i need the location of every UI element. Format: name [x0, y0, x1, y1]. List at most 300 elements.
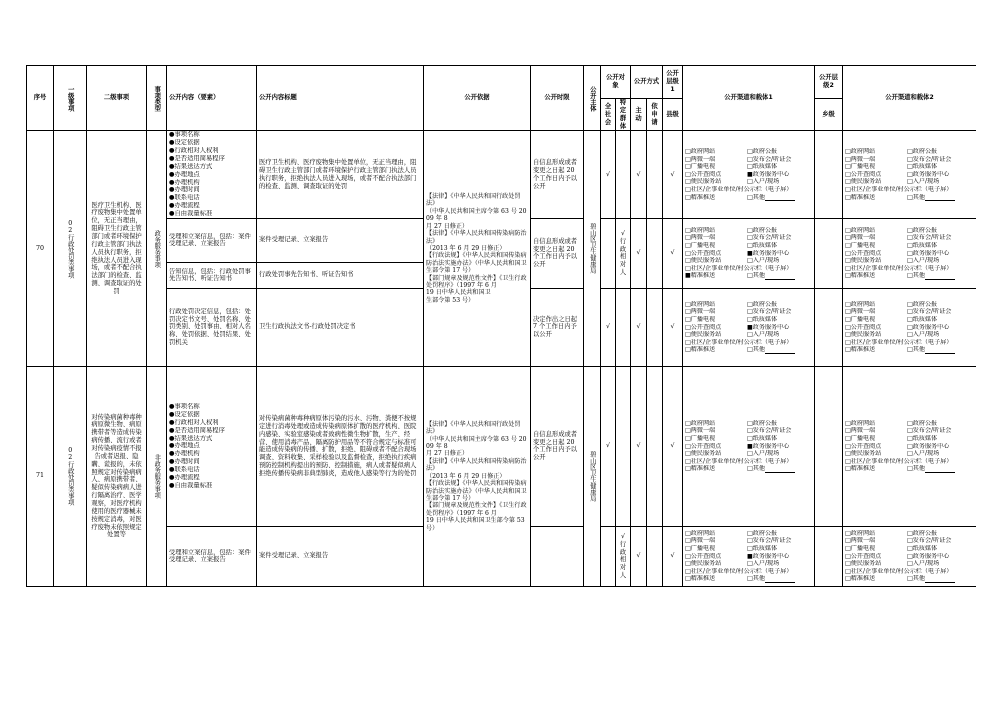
channel-label: 入户/现场 [912, 257, 940, 265]
checkbox-empty-icon: □ [685, 529, 691, 537]
content-text: 设定依据 [174, 139, 200, 147]
channel-label: 公开查阅点 [850, 170, 882, 178]
channel-option-press[interactable] [907, 537, 976, 545]
channel-option-gov_gazette[interactable] [747, 227, 817, 235]
checkbox-empty-icon: □ [907, 272, 913, 280]
channel-label: 发布会/听证会 [752, 308, 792, 316]
channel-label: 政务服务中心 [752, 442, 790, 450]
channel-option-broadcast[interactable] [845, 163, 905, 171]
channel-option-paper[interactable] [907, 163, 976, 171]
checkbox-empty-icon: □ [747, 163, 753, 171]
header-target-all: 全社会 [601, 99, 616, 131]
channel-option-broadcast[interactable] [845, 545, 905, 553]
channel-option-community[interactable] [685, 339, 817, 347]
channel-option-other[interactable] [747, 575, 817, 583]
content-text: 办理机构 [174, 450, 200, 458]
channel-label: 纸质媒体 [912, 241, 938, 249]
channel-option-broadcast[interactable] [685, 545, 745, 553]
basis-line: 【法律】《中华人民共和国行政处罚法》 [426, 420, 521, 436]
channel-option-door[interactable] [747, 178, 817, 186]
channel-option-other[interactable] [907, 465, 976, 473]
checkbox-empty-icon: □ [907, 178, 913, 186]
channel-option-convenience[interactable] [685, 450, 745, 458]
channel-option-gov_site[interactable] [685, 148, 745, 156]
channel-option-gov_site[interactable] [845, 301, 905, 309]
channel-option-precise[interactable] [685, 465, 745, 473]
channel-label: 精准推送 [690, 272, 716, 280]
channel-option-bulletin[interactable] [845, 553, 905, 561]
method-active-cell: √ [631, 526, 647, 586]
channel-label: 社区/企事业单位/村公示栏（电子屏） [850, 457, 953, 465]
channel-option-press[interactable] [907, 234, 976, 242]
checkbox-empty-icon: □ [907, 155, 913, 163]
channel-option-bulletin[interactable] [685, 171, 745, 179]
channel-label: 入户/现场 [752, 257, 780, 265]
checkbox-empty-icon: □ [685, 226, 691, 234]
checkbox-empty-icon: □ [685, 331, 691, 339]
channel-option-convenience[interactable] [845, 178, 905, 186]
bullet-icon: ● [169, 170, 175, 178]
channel-option-service_center[interactable] [747, 324, 817, 332]
content-title-cell: 案件受理记录、立案报告 [257, 526, 424, 586]
channel-label: 精准推送 [850, 465, 876, 473]
content-text: 结果送达方式 [174, 434, 213, 442]
channel-list [685, 301, 812, 354]
content-text: 办理流程 [174, 473, 200, 481]
content-cell [167, 526, 257, 586]
channel-option-paper[interactable] [747, 545, 817, 553]
channel-option-convenience[interactable] [845, 560, 905, 568]
channel-label: 公开查阅点 [690, 442, 722, 450]
table-row [27, 366, 977, 526]
channel-option-door[interactable] [747, 257, 817, 265]
channel-option-service_center[interactable] [907, 171, 976, 179]
content-item [169, 147, 254, 155]
channel-option-bulletin[interactable] [685, 250, 745, 258]
channel-label: 公开查阅点 [850, 442, 882, 450]
channel-label: 两微一端 [850, 308, 876, 316]
channel-label: 两微一端 [850, 537, 876, 545]
channel-label: 精准推送 [850, 272, 876, 280]
channel-option-gov_gazette[interactable] [907, 420, 976, 428]
channel-option-broadcast[interactable] [685, 316, 745, 324]
channel-option-two_micro[interactable] [685, 308, 745, 316]
county-cell: √ [663, 218, 683, 288]
content-title-cell: 案件受理记录、立案报告 [257, 218, 424, 262]
checkbox-empty-icon: □ [747, 241, 753, 249]
channel-option-paper[interactable] [907, 545, 976, 553]
channel-option-convenience[interactable] [685, 331, 745, 339]
channel-option-precise[interactable] [685, 272, 745, 280]
checkbox-empty-icon: □ [685, 427, 691, 435]
channel-option-community[interactable] [685, 458, 817, 466]
channel-label: 广播电视 [690, 163, 716, 171]
channel-option-press[interactable] [907, 427, 976, 435]
channel-option-two_micro[interactable] [845, 234, 905, 242]
channel-option-service_center[interactable] [907, 250, 976, 258]
channel-option-gov_gazette[interactable] [907, 227, 976, 235]
checkbox-checked-icon: ■ [747, 442, 753, 450]
channel-option-gov_site[interactable] [685, 301, 745, 309]
checkbox-checked-icon: ■ [747, 249, 753, 257]
channel-option-bulletin[interactable] [845, 171, 905, 179]
basis-line: 月 27 日修正） [426, 450, 469, 458]
channel-option-bulletin[interactable] [685, 443, 745, 451]
channel-option-service_center[interactable] [747, 250, 817, 258]
channel-option-gov_site[interactable] [845, 420, 905, 428]
checkbox-empty-icon: □ [685, 346, 691, 354]
type-cell [147, 131, 167, 366]
channel-list [845, 420, 974, 473]
channel-option-two_micro[interactable] [845, 156, 905, 164]
checkbox-empty-icon: □ [685, 442, 691, 450]
checkbox-empty-icon: □ [845, 226, 851, 234]
channel-label: 精准推送 [690, 346, 716, 354]
channel-option-service_center[interactable] [747, 171, 817, 179]
channel-option-door[interactable] [907, 178, 976, 186]
basis-line: （中华人民共和国主席令第 63 号 2009 年 8 [426, 435, 527, 450]
channel-label: 纸质媒体 [752, 544, 778, 552]
channel-option-gov_gazette[interactable] [907, 301, 976, 309]
channel-option-two_micro[interactable] [685, 156, 745, 164]
channel-option-precise[interactable] [685, 194, 745, 202]
channel-option-convenience[interactable] [685, 257, 745, 265]
checkbox-empty-icon: □ [747, 434, 753, 442]
header-level1: 公开层级1 [663, 66, 683, 99]
channel-option-other[interactable] [747, 272, 817, 280]
checkbox-empty-icon: □ [845, 338, 851, 346]
channel-label: 发布会/听证会 [912, 234, 952, 242]
channel-option-two_micro[interactable] [845, 308, 905, 316]
channel-option-gov_site[interactable] [845, 530, 905, 538]
channel-option-paper[interactable] [747, 435, 817, 443]
channel-option-two_micro[interactable] [845, 427, 905, 435]
method-apply-cell [647, 526, 663, 586]
content-item [169, 233, 254, 249]
channel-list [685, 148, 812, 201]
channel-option-broadcast[interactable] [685, 163, 745, 171]
channel-label: 两微一端 [690, 234, 716, 242]
checkbox-empty-icon: □ [845, 264, 851, 272]
channel-option-convenience[interactable] [845, 450, 905, 458]
channel-option-broadcast[interactable] [685, 435, 745, 443]
channel-option-other[interactable] [747, 465, 817, 473]
checkbox-empty-icon: □ [845, 193, 851, 201]
content-text: 办理地点 [174, 170, 200, 178]
channel-option-gov_site[interactable] [685, 227, 745, 235]
checkbox-empty-icon: □ [747, 529, 753, 537]
content-text: 设定依据 [174, 411, 200, 419]
channel-label: 社区/企事业单位/村公示栏（电子屏） [690, 264, 793, 272]
content-cell [167, 262, 257, 288]
channel-option-press[interactable] [747, 308, 817, 316]
checkbox-empty-icon: □ [907, 442, 913, 450]
channel-option-convenience[interactable] [685, 560, 745, 568]
basis-line: 【行政法规】《中华人民共和国传染病防治法实施办法》（中华人民共和国卫生部令第 17 号） [426, 480, 527, 502]
channel-label: 发布会/听证会 [912, 537, 952, 545]
checkbox-empty-icon: □ [845, 434, 851, 442]
channel-label: 便民服务站 [690, 178, 722, 186]
channel-label: 政府网站 [690, 419, 716, 427]
channel-option-gov_gazette[interactable] [907, 530, 976, 538]
channel-label: 政务服务中心 [912, 323, 950, 331]
channel-option-gov_gazette[interactable] [747, 530, 817, 538]
channel-option-service_center[interactable] [747, 553, 817, 561]
channel-label: 政府网站 [690, 148, 716, 156]
checkbox-empty-icon: □ [907, 193, 913, 201]
checkbox-empty-icon: □ [747, 346, 753, 354]
subject-text: 碧山区卫生健康局 [588, 451, 596, 502]
channel-option-door[interactable] [907, 331, 976, 339]
channel-label: 发布会/听证会 [752, 537, 792, 545]
subject-text: 碧山区卫生健康局 [588, 223, 596, 274]
channel-option-community[interactable] [685, 568, 817, 576]
channel-option-community[interactable] [845, 568, 976, 576]
target-specific-cell [616, 288, 631, 366]
channel-option-door[interactable] [747, 450, 817, 458]
method-active-cell: √ [631, 218, 647, 288]
channel-option-press[interactable] [907, 308, 976, 316]
channel-option-paper[interactable] [907, 242, 976, 250]
channel-label: 社区/企事业单位/村公示栏（电子屏） [850, 567, 953, 575]
channel-list [845, 530, 974, 583]
channel-option-service_center[interactable] [907, 324, 976, 332]
channel-label: 其他 [912, 193, 925, 201]
content-item [169, 202, 254, 210]
channel-label: 政务服务中心 [752, 552, 790, 560]
bullet-icon: ● [169, 473, 175, 481]
checkbox-checked-icon: ■ [747, 323, 753, 331]
channel-option-convenience[interactable] [685, 178, 745, 186]
channel-option-door[interactable] [907, 560, 976, 568]
channel-option-community[interactable] [845, 186, 976, 194]
bullet-icon: ● [169, 178, 175, 186]
checkbox-empty-icon: □ [907, 537, 913, 545]
checkbox-empty-icon: □ [907, 544, 913, 552]
channel-option-service_center[interactable] [907, 443, 976, 451]
blank-line [925, 582, 955, 583]
channel-option-press[interactable] [907, 156, 976, 164]
checkbox-empty-icon: □ [747, 300, 753, 308]
channel-label: 发布会/听证会 [912, 427, 952, 435]
channel1-cell [683, 288, 815, 366]
channel-option-two_micro[interactable] [685, 537, 745, 545]
channel-option-broadcast[interactable] [845, 316, 905, 324]
channel2-cell [843, 366, 977, 526]
seq-cell: 71 [27, 366, 54, 586]
content-item [169, 186, 254, 194]
channel-option-other[interactable] [907, 346, 976, 354]
level1-cell [54, 366, 87, 586]
content-text: 事项名称 [174, 131, 200, 139]
channel-option-gov_gazette[interactable] [907, 148, 976, 156]
channel-option-precise[interactable] [685, 346, 745, 354]
channel-option-gov_gazette[interactable] [747, 420, 817, 428]
channel-option-service_center[interactable] [907, 553, 976, 561]
county-cell: √ [663, 288, 683, 366]
channel-option-gov_site[interactable] [845, 148, 905, 156]
channel-option-gov_gazette[interactable] [747, 301, 817, 309]
blank-line [765, 200, 795, 201]
subject-cell [584, 131, 601, 366]
bullet-icon: ● [169, 411, 175, 419]
header-basis: 公开依据 [424, 66, 531, 131]
channel-option-other[interactable] [907, 575, 976, 583]
channel-label: 社区/企事业单位/村公示栏（电子屏） [690, 338, 793, 346]
content-text: 结果送达方式 [174, 162, 213, 170]
channel-option-broadcast[interactable] [845, 242, 905, 250]
channel-option-precise[interactable] [845, 346, 905, 354]
channel-option-press[interactable] [747, 156, 817, 164]
channel-option-press[interactable] [747, 427, 817, 435]
channel-label: 入户/现场 [752, 331, 780, 339]
checkbox-empty-icon: □ [845, 178, 851, 186]
basis-cell [424, 131, 531, 366]
channel-label: 入户/现场 [912, 331, 940, 339]
content-text: 行政相对人权利 [174, 147, 219, 155]
bullet-icon: ● [169, 202, 175, 210]
checkbox-empty-icon: □ [747, 419, 753, 427]
channel-option-broadcast[interactable] [685, 242, 745, 250]
channel-option-precise[interactable] [685, 575, 745, 583]
checkbox-empty-icon: □ [747, 148, 753, 156]
header-level2: 公开层级2 [815, 66, 843, 99]
channel-label: 其他 [912, 346, 925, 354]
channel-option-community[interactable] [845, 339, 976, 347]
channel-option-gov_site[interactable] [685, 420, 745, 428]
content-item [169, 139, 254, 147]
channel-option-door[interactable] [747, 560, 817, 568]
channel-label: 发布会/听证会 [752, 427, 792, 435]
checkbox-empty-icon: □ [845, 552, 851, 560]
channel-option-bulletin[interactable] [845, 250, 905, 258]
target-all-cell [601, 526, 616, 586]
seq-cell: 70 [27, 131, 54, 366]
target-all-cell: √ [601, 366, 616, 526]
channel-option-other[interactable] [747, 194, 817, 202]
channel-option-door[interactable] [907, 450, 976, 458]
checkbox-checked-icon: ■ [747, 170, 753, 178]
channel-label: 纸质媒体 [752, 241, 778, 249]
content-item [169, 179, 254, 187]
channel-label: 公开查阅点 [850, 552, 882, 560]
channel-label: 政务服务中心 [912, 170, 950, 178]
channel-label: 发布会/听证会 [752, 155, 792, 163]
channel-option-paper[interactable] [747, 163, 817, 171]
checkbox-empty-icon: □ [685, 434, 691, 442]
channel-label: 政府公报 [912, 300, 938, 308]
channel-option-paper[interactable] [907, 316, 976, 324]
channel-option-service_center[interactable] [747, 443, 817, 451]
header-method-apply: 依申请 [647, 99, 663, 131]
channel-label: 便民服务站 [850, 257, 882, 265]
channel-option-community[interactable] [685, 186, 817, 194]
channel-option-community[interactable] [685, 265, 817, 273]
content-title-cell: 医疗卫生机构、医疗废物集中处置单位，无正当理由，阻碍卫生行政主管部门或者环境保护行政主管部门执法人员执行职务，拒绝执法人员进入现场，或者不配合执法部门的检查、监测、调查取证的处罚 [257, 131, 424, 218]
channel-option-gov_site[interactable] [685, 530, 745, 538]
channel-option-gov_site[interactable] [845, 227, 905, 235]
level1-text: 02行政处罚类事项 [66, 447, 74, 506]
channel-option-precise[interactable] [845, 272, 905, 280]
checkbox-empty-icon: □ [907, 257, 913, 265]
channel-option-bulletin[interactable] [845, 443, 905, 451]
channel-label: 政务服务中心 [912, 552, 950, 560]
header-channel1: 公开渠道和载体1 [683, 66, 815, 131]
channel-option-precise[interactable] [845, 465, 905, 473]
town-cell [815, 366, 843, 526]
channel-option-convenience[interactable] [845, 257, 905, 265]
channel-option-other[interactable] [907, 194, 976, 202]
basis-cell [424, 366, 531, 586]
channel-option-precise[interactable] [845, 194, 905, 202]
checkbox-empty-icon: □ [685, 241, 691, 249]
channel-label: 政府网站 [850, 419, 876, 427]
channel-option-paper[interactable] [907, 435, 976, 443]
channel-option-two_micro[interactable] [845, 537, 905, 545]
time-cell: 自信息形成或者变更之日起 20 个工作日内予以公开 [531, 131, 584, 218]
method-apply-cell [647, 218, 663, 288]
subject-cell [584, 366, 601, 586]
checkbox-empty-icon: □ [845, 155, 851, 163]
checkbox-empty-icon: □ [747, 427, 753, 435]
channel-option-convenience[interactable] [845, 331, 905, 339]
channel-option-community[interactable] [845, 265, 976, 273]
channel-option-other[interactable] [747, 346, 817, 354]
channel-option-precise[interactable] [845, 575, 905, 583]
channel-option-bulletin[interactable] [685, 553, 745, 561]
channel-option-door[interactable] [907, 257, 976, 265]
channel-option-gov_gazette[interactable] [747, 148, 817, 156]
basis-line: （中华人民共和国主席令第 63 号 2009 年 8 [426, 207, 527, 223]
type-cell [147, 366, 167, 586]
checkbox-empty-icon: □ [685, 315, 691, 323]
channel-option-two_micro[interactable] [685, 427, 745, 435]
channel-option-bulletin[interactable] [685, 324, 745, 332]
channel-option-community[interactable] [845, 458, 976, 466]
channel-label: 广播电视 [850, 315, 876, 323]
channel-option-other[interactable] [907, 272, 976, 280]
checkbox-empty-icon: □ [907, 331, 913, 339]
content-text: 自由裁量标准 [174, 481, 213, 489]
checkbox-empty-icon: □ [685, 193, 691, 201]
channel-label: 政府公报 [752, 148, 778, 156]
content-text: 办理流程 [174, 202, 200, 210]
channel-label: 其他 [912, 575, 925, 583]
blank-line [925, 200, 955, 201]
channel-option-two_micro[interactable] [685, 234, 745, 242]
basis-line: 【法律】《中华人民共和国传染病防治法》 [426, 457, 527, 473]
channel-option-paper[interactable] [747, 316, 817, 324]
content-text: 办理地点 [174, 442, 200, 450]
channel-option-broadcast[interactable] [845, 435, 905, 443]
checkbox-empty-icon: □ [685, 163, 691, 171]
method-active-cell: √ [631, 288, 647, 366]
channel-label: 社区/企事业单位/村公示栏（电子屏） [690, 567, 793, 575]
basis-line: 【法律】《中华人民共和国传染病防治法》 [426, 230, 527, 245]
channel-label: 广播电视 [850, 241, 876, 249]
channel-label: 政府公报 [912, 529, 938, 537]
channel-label: 入户/现场 [912, 560, 940, 568]
channel-option-door[interactable] [747, 331, 817, 339]
header-level2-item: 二级事项 [87, 66, 147, 131]
channel-option-press[interactable] [747, 234, 817, 242]
county-cell: √ [663, 366, 683, 526]
channel-label: 社区/企事业单位/村公示栏（电子屏） [850, 338, 953, 346]
channel-option-press[interactable] [747, 537, 817, 545]
channel-option-bulletin[interactable] [845, 324, 905, 332]
content-text: 事项名称 [174, 403, 200, 411]
channel-option-paper[interactable] [747, 242, 817, 250]
